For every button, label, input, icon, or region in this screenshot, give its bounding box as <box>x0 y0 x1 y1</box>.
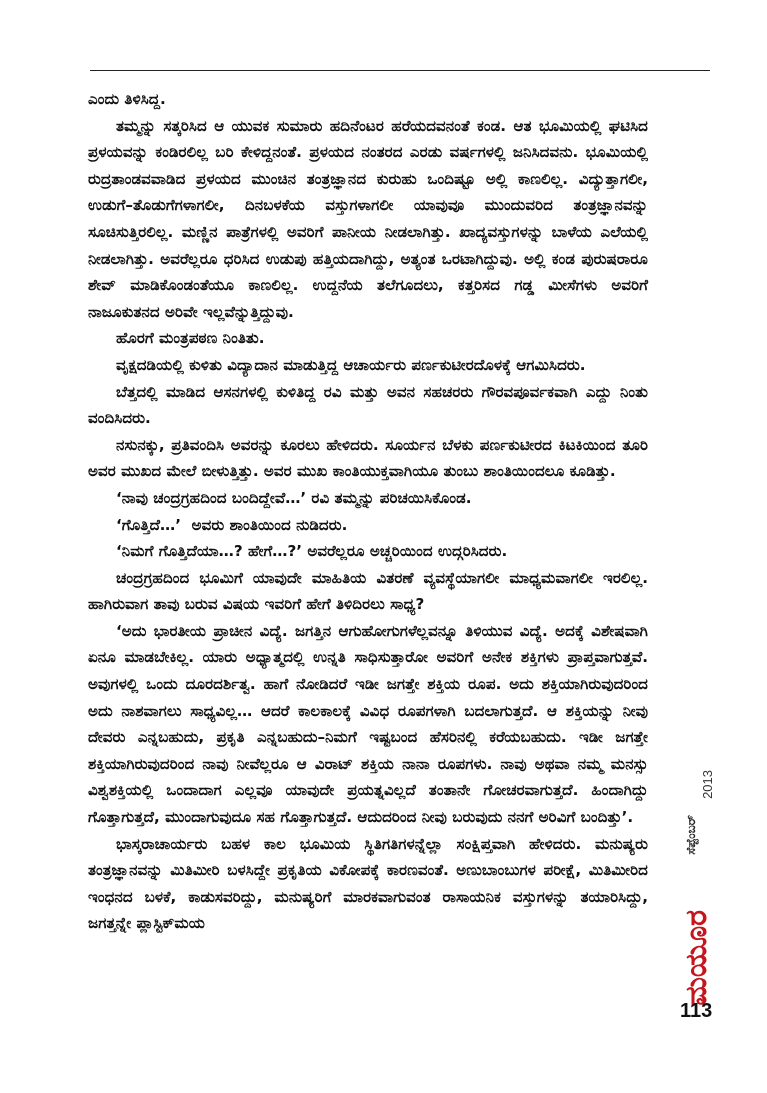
masthead-title: ಮಯೂರ <box>679 910 714 1006</box>
header-rule <box>90 70 710 71</box>
paragraph: ನಸುನಕ್ಕು, ಪ್ರತಿವಂದಿಸಿ ಅವರನ್ನು ಕೂರಲು ಹೇಳಿದರು. ಸೂರ್ಯನ ಬೆಳಕು ಪರ್ಣಕುಟೀರದ ಕಿಟಕಿಯಿಂದ ತೂರಿ ಅವರ ಮುಖದ ಮೇಲೆ ಬೀಳುತ್ತಿತ್ತು. ಅವರ ಮುಖ ಕಾಂತಿಯುಕ್ತವಾಗಿಯೂ ತುಂಬು ಶಾಂತಿಯಿಂದಲೂ ಕೂಡಿತ್ತು. <box>88 435 654 481</box>
paragraph: ‘ನಿಮಗೆ ಗೊತ್ತಿದೆಯಾ…? ಹೇಗೆ…?’ ಅವರೆಲ್ಲರೂ ಅಚ್ಚರಿಯಿಂದ ಉದ್ಗರಿಸಿದರು. <box>116 542 508 561</box>
paragraph: ‘ಗೊತ್ತಿದೆ…’ ಅವರು ಶಾಂತಿಯಿಂದ ನುಡಿದರು. <box>116 515 348 534</box>
magazine-side-tag <box>678 760 718 1010</box>
paragraph: ‘ಅದು ಭಾರತೀಯ ಪ್ರಾಚೀನ ವಿದ್ಯೆ. ಜಗತ್ತಿನ ಆಗುಹೋಗುಗಳೆಲ್ಲವನ್ನೂ ತಿಳಿಯುವ ವಿದ್ಯೆ. ಅದಕ್ಕೆ ವಿಶೇಷವಾಗಿ ಏನೂ ಮಾಡಬೇಕಿಲ್ಲ. ಯಾರು ಅಧ್ಯಾತ್ಮದಲ್ಲಿ ಉನ್ನತಿ ಸಾಧಿಸುತ್ತಾರೋ ಅವರಿಗೆ ಅನೇಕ ಶಕ್ತಿಗಳು ಪ್ರಾಪ್ತವಾಗುತ್ತವೆ. ಅವುಗಳಲ್ಲಿ ಒಂದು ದೂರದರ್ಶಿತ್ವ. ಹಾಗೆ ನೋಡಿದರೆ ಇಡೀ ಜಗತ್ತೇ ಶಕ್ತಿಯ ರೂಪ. ಅದು ಶಕ್ತಿಯಾಗಿರುವುದರಿಂದ ಅದು ನಾಶವಾಗಲು ಸಾಧ್ಯವಿಲ್ಲ… ಆದರೆ ಕಾಲಕಾಲಕ್ಕೆ ವಿವಿಧ ರೂಪಗಳಾಗಿ ಬದಲಾಗುತ್ತದೆ. ಆ ಶಕ್ತಿಯನ್ನು ನೀವು ದೇವರು ಎನ್ನಬಹುದು, ಪ್ರಕೃತಿ ಎನ್ನಬಹುದು–ನಿಮಗೆ ಇಷ್ಟಬಂದ ಹೆಸರಿನಲ್ಲಿ ಕರೆಯಬಹುದು. ಇಡೀ ಜಗತ್ತೇ ಶಕ್ತಿಯಾಗಿರುವುದರಿಂದ ನಾವು ನೀವೆಲ್ಲರೂ ಆ ವಿರಾಟ್ ಶಕ್ತಿಯ ನಾನಾ ರೂಪಗಳು. ನಾವು ಅಥವಾ ನಮ್ಮ ಮನಸ್ಸು ವಿಶ್ವಶಕ್ತಿಯಲ್ಲಿ ಒಂದಾದಾಗ ಎಲ್ಲವೂ ಯಾವುದೇ ಪ್ರಯತ್ನವಿಲ್ಲದೆ ತಂತಾನೇ ಗೋಚರವಾಗುತ್ತದೆ. ಹಿಂದಾಗಿದ್ದು ಗೊತ್ತಾಗುತ್ತದೆ, ಮುಂದಾಗುವುದೂ ಸಹ ಗೊತ್ತಾಗುತ್ತದೆ. ಆದುದರಿಂದ ನೀವು ಬರುವುದು ನನಗೆ ಅರಿವಿಗೆ ಬಂದಿತ್ತು’. <box>88 621 654 827</box>
paragraph: ಹೊರಗೆ ಮಂತ್ರಪಠಣ ನಿಂತಿತು. <box>116 329 265 348</box>
issue-year: 2013 <box>700 770 715 799</box>
issue-month: ಸೆಪ್ಟೆಂಬರ್ <box>684 815 698 855</box>
paragraph: ಭಾಸ್ಕರಾಚಾರ್ಯರು ಬಹಳ ಕಾಲ ಭೂಮಿಯ ಸ್ಥಿತಿಗತಿಗಳನ್ನೆಲ್ಲಾ ಸಂಕ್ಷಿಪ್ತವಾಗಿ ಹೇಳಿದರು. ಮನುಷ್ಯರು ತಂತ್ರಜ್ಞಾನವನ್ನು ಮಿತಿಮೀರಿ ಬಳಸಿದ್ದೇ ಪ್ರಕೃತಿಯ ವಿಕೋಪಕ್ಕೆ ಕಾರಣವಂತೆ. ಅಣುಬಾಂಬುಗಳ ಪರೀಕ್ಷೆ, ಮಿತಿಮೀರಿದ ಇಂಧನದ ಬಳಕೆ, ಕಾಡುಸವರಿದ್ದು, ಮನುಷ್ಯರಿಗೆ ಮಾರಕವಾಗುವಂತ ರಾಸಾಯನಿಕ ವಸ್ತುಗಳನ್ನು ತಯಾರಿಸಿದ್ದು, ಜಗತ್ತನ್ನೇ ಪ್ಲಾಸ್ಟಿಕ್‌ಮಯ <box>88 834 654 933</box>
paragraph: ಬೆತ್ತದಲ್ಲಿ ಮಾಡಿದ ಆಸನಗಳಲ್ಲಿ ಕುಳಿತಿದ್ದ ರವಿ ಮತ್ತು ಅವನ ಸಹಚರರು ಗೌರವಪೂರ್ವಕವಾಗಿ ಎದ್ದು ನಿಂತು ವಂದಿಸಿದರು. <box>88 382 654 428</box>
paragraph: ಚಂದ್ರಗ್ರಹದಿಂದ ಭೂಮಿಗೆ ಯಾವುದೇ ಮಾಹಿತಿಯ ವಿತರಣೆ ವ್ಯವಸ್ಥೆಯಾಗಲೀ ಮಾಧ್ಯಮವಾಗಲೀ ಇರಲಿಲ್ಲ. ಹಾಗಿರುವಾಗ ತಾವು ಬರುವ ವಿಷಯ ಇವರಿಗೆ ಹೇಗೆ ತಿಳಿದಿರಲು ಸಾಧ್ಯ? <box>88 568 654 614</box>
paragraph: ತಮ್ಮನ್ನು ಸತ್ಕರಿಸಿದ ಆ ಯುವಕ ಸುಮಾರು ಹದಿನೆಂಟರ ಹರೆಯದವನಂತೆ ಕಂಡ. ಆತ ಭೂಮಿಯಲ್ಲಿ ಘಟಿಸಿದ ಪ್ರಳಯವನ್ನು ಕಂಡಿರಲಿಲ್ಲ ಬರಿ ಕೇಳಿದ್ದನಂತೆ. ಪ್ರಳಯದ ನಂತರದ ಎರಡು ವರ್ಷಗಳಲ್ಲಿ ಜನಿಸಿದವನು. ಭೂಮಿಯಲ್ಲಿ ರುದ್ರತಾಂಡವವಾಡಿದ ಪ್ರಳಯದ ಮುಂಚಿನ ತಂತ್ರಜ್ಞಾನದ ಕುರುಹು ಒಂದಿಷ್ಟೂ ಅಲ್ಲಿ ಕಾಣಲಿಲ್ಲ. ವಿದ್ಯುತ್ತಾಗಲೀ, ಉಡುಗೆ–ತೊಡುಗೆಗಳಾಗಲೀ, ದಿನಬಳಕೆಯ ವಸ್ತುಗಳಾಗಲೀ ಯಾವುವೂ ಮುಂದುವರಿದ ತಂತ್ರಜ್ಞಾನವನ್ನು ಸೂಚಿಸುತ್ತಿರಲಿಲ್ಲ. ಮಣ್ಣಿನ ಪಾತ್ರೆಗಳಲ್ಲಿ ಅವರಿಗೆ ಪಾನೀಯ ನೀಡಲಾಗಿತ್ತು. ಖಾದ್ಯವಸ್ತುಗಳನ್ನು ಬಾಳೆಯ ಎಲೆಯಲ್ಲಿ ನೀಡಲಾಗಿತ್ತು. ಅವರೆಲ್ಲರೂ ಧರಿಸಿದ ಉಡುಪು ಹತ್ತಿಯದಾಗಿದ್ದು, ಅತ್ಯಂತ ಒರಟಾಗಿದ್ದುವು. ಅಲ್ಲಿ ಕಂಡ ಪುರುಷರಾರೂ ಶೇವ್ ಮಾಡಿಕೊಂಡಂತೆಯೂ ಕಾಣಲಿಲ್ಲ. ಉದ್ದನೆಯ ತಲೆಗೂದಲು, ಕತ್ತರಿಸದ ಗಡ್ಡ ಮೀಸೆಗಳು ಅವರಿಗೆ ನಾಜೂಕುತನದ ಅರಿವೇ ಇಲ್ಲವೆನ್ನುತ್ತಿದ್ದುವು. <box>88 116 654 321</box>
paragraph: ವೃಕ್ಷದಡಿಯಲ್ಲಿ ಕುಳಿತು ವಿದ್ಯಾದಾನ ಮಾಡುತ್ತಿದ್ದ ಆಚಾರ್ಯರು ಪರ್ಣಕುಟೀರದೊಳಕ್ಕೆ ಆಗಮಿಸಿದರು. <box>116 355 586 374</box>
paragraph: ಎಂದು ತಿಳಿಸಿದ್ದ. <box>88 90 166 108</box>
magazine-masthead <box>680 910 714 1010</box>
paragraph: ‘ನಾವು ಚಂದ್ರಗ್ರಹದಿಂದ ಬಂದಿದ್ದೇವೆ…’ ರವಿ ತಮ್ಮನ್ನು ಪರಿಚಯಿಸಿಕೊಂಡ. <box>116 488 472 507</box>
article-body <box>88 86 654 937</box>
page-number: 113 <box>680 1000 713 1022</box>
